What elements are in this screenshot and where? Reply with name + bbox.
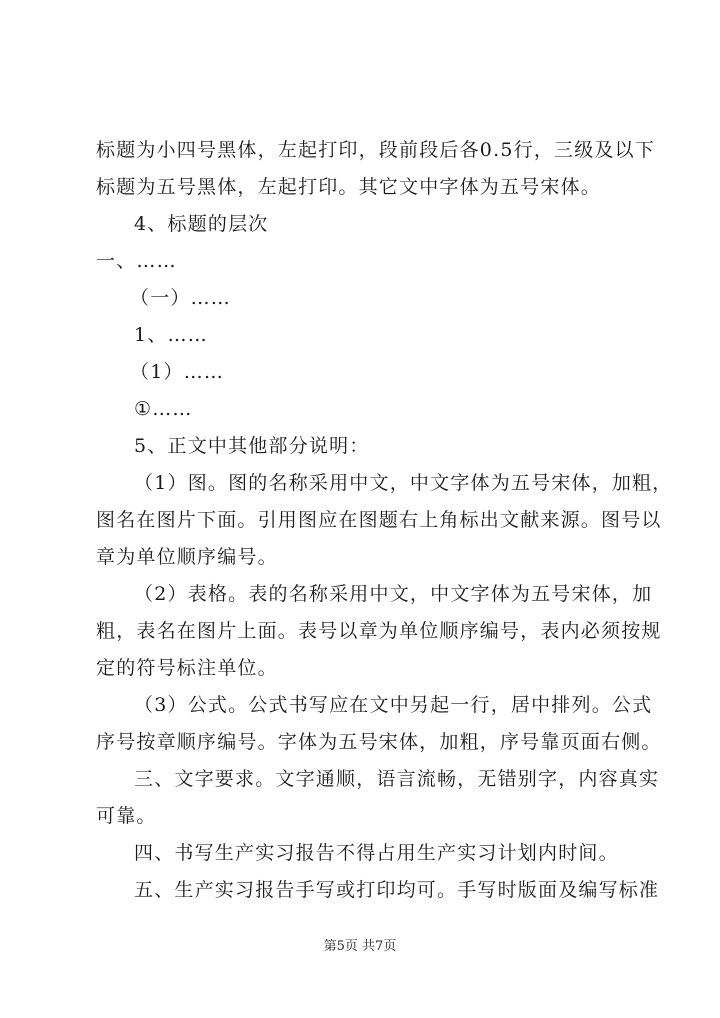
heading-level-5-example: ①…… (134, 398, 193, 420)
section-heading: 4、标题的层次 (134, 213, 269, 235)
paragraph-line: 定的符号标注单位。 (96, 657, 278, 679)
paragraph-line: 四、书写生产实习报告不得占用生产实习计划内时间。 (134, 842, 619, 864)
paragraph-line: 标题为小四号黑体，左起打印，段前段后各0.5行，三级及以下 (96, 139, 656, 161)
paragraph-line: 标题为五号黑体，左起打印。其它文中字体为五号宋体。 (96, 176, 602, 198)
paragraph-line: 五、生产实习报告手写或打印均可。手写时版面及编写标准 (134, 879, 660, 901)
heading-level-1-example: 一、…… (96, 250, 177, 272)
heading-level-4-example: （1）…… (130, 361, 225, 383)
paragraph-line: 三、文字要求。文字通顺，语言流畅，无错别字，内容真实 (134, 768, 660, 790)
heading-level-3-example: 1、…… (134, 324, 208, 346)
paragraph-line: 章为单位顺序编号。 (96, 546, 278, 568)
paragraph-line: （2）表格。表的名称采用中文，中文字体为五号宋体，加 (134, 583, 653, 605)
paragraph-line: （1）图。图的名称采用中文，中文字体为五号宋体，加粗， (134, 472, 673, 494)
section-heading: 5、正文中其他部分说明： (134, 435, 370, 457)
paragraph-line: （3）公式。公式书写应在文中另起一行，居中排列。公式 (134, 694, 653, 716)
page-number-footer: 第5页 共7页 (323, 939, 397, 954)
paragraph-line: 粗，表名在图片上面。表号以章为单位顺序编号，表内必须按规 (96, 620, 662, 642)
heading-level-2-example: （一）…… (130, 287, 232, 309)
paragraph-line: 图名在图片下面。引用图应在图题右上角标出文献来源。图号以 (96, 509, 662, 531)
paragraph-line: 可靠。 (96, 805, 157, 827)
paragraph-line: 序号按章顺序编号。字体为五号宋体，加粗，序号靠页面右侧。 (96, 731, 662, 753)
